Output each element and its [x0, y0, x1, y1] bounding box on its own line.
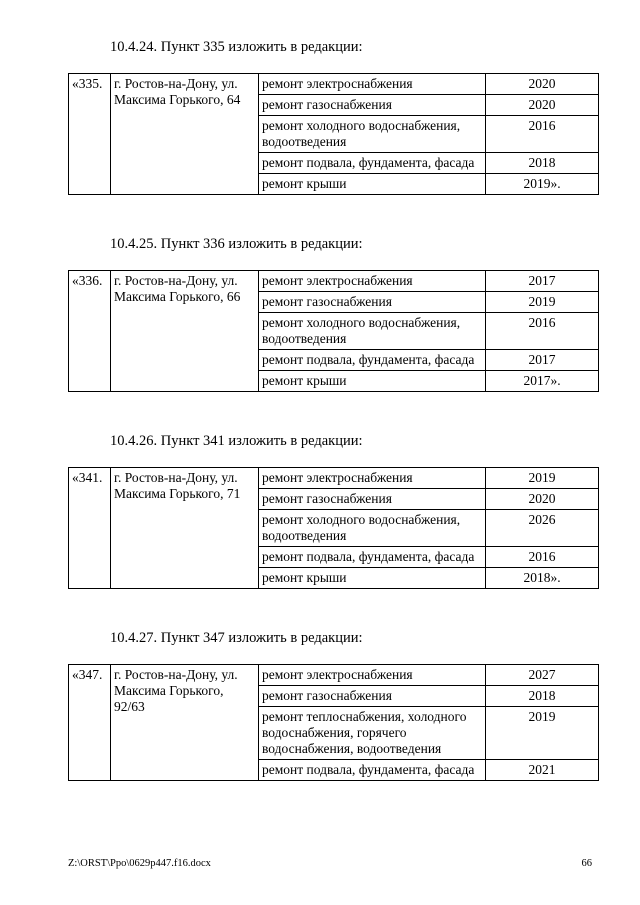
address-cell: г. Ростов-на-Дону, ул. Максима Горького, 64 [111, 74, 259, 195]
work-cell: ремонт подвала, фундамента, фасада [259, 153, 486, 174]
work-cell: ремонт подвала, фундамента, фасада [259, 350, 486, 371]
year-cell: 2018 [486, 153, 599, 174]
year-cell: 2020 [486, 489, 599, 510]
item-number: «347. [69, 665, 111, 781]
address-cell: г. Ростов-на-Дону, ул. Максима Горького, 66 [111, 271, 259, 392]
address-cell: г. Ростов-на-Дону, ул. Максима Горького, 92/63 [111, 665, 259, 781]
section-heading: 10.4.26. Пункт 341 изложить в редакции: [110, 433, 363, 449]
work-cell: ремонт газоснабжения [259, 686, 486, 707]
work-cell: ремонт холодного водоснабжения, водоотведения [259, 116, 486, 153]
work-cell: ремонт электроснабжения [259, 665, 486, 686]
work-cell: ремонт крыши [259, 174, 486, 195]
year-cell: 2019 [486, 292, 599, 313]
work-cell: ремонт подвала, фундамента, фасада [259, 760, 486, 781]
year-cell: 2019 [486, 468, 599, 489]
work-cell: ремонт газоснабжения [259, 292, 486, 313]
footer-file-path: Z:\ORST\Ppo\0629p447.f16.docx [68, 858, 211, 869]
year-cell: 2020 [486, 95, 599, 116]
year-cell: 2016 [486, 313, 599, 350]
table-row [69, 468, 599, 489]
work-cell: ремонт электроснабжения [259, 468, 486, 489]
year-cell: 2016 [486, 547, 599, 568]
table-row [69, 271, 599, 292]
item-number: «336. [69, 271, 111, 392]
year-cell: 2017». [486, 371, 599, 392]
page-number: 66 [581, 858, 592, 869]
section-heading: 10.4.25. Пункт 336 изложить в редакции: [110, 236, 363, 252]
year-cell: 2017 [486, 350, 599, 371]
year-cell: 2019 [486, 707, 599, 760]
year-cell: 2026 [486, 510, 599, 547]
year-cell: 2021 [486, 760, 599, 781]
work-cell: ремонт теплоснабжения, холодного водоснабжения, горячего водоснабжения, водоотведения [259, 707, 486, 760]
work-cell: ремонт электроснабжения [259, 74, 486, 95]
table-row [69, 74, 599, 95]
section-heading: 10.4.24. Пункт 335 изложить в редакции: [110, 39, 363, 55]
year-cell: 2016 [486, 116, 599, 153]
year-cell: 2018 [486, 686, 599, 707]
item-number: «335. [69, 74, 111, 195]
item-number: «341. [69, 468, 111, 589]
amendment-table [68, 270, 599, 392]
work-cell: ремонт газоснабжения [259, 489, 486, 510]
work-cell: ремонт холодного водоснабжения, водоотведения [259, 313, 486, 350]
work-cell: ремонт крыши [259, 371, 486, 392]
work-cell: ремонт крыши [259, 568, 486, 589]
work-cell: ремонт холодного водоснабжения, водоотведения [259, 510, 486, 547]
year-cell: 2020 [486, 74, 599, 95]
address-cell: г. Ростов-на-Дону, ул. Максима Горького, 71 [111, 468, 259, 589]
year-cell: 2018». [486, 568, 599, 589]
year-cell: 2017 [486, 271, 599, 292]
section-heading: 10.4.27. Пункт 347 изложить в редакции: [110, 630, 363, 646]
amendment-table [68, 664, 599, 781]
work-cell: ремонт электроснабжения [259, 271, 486, 292]
year-cell: 2019». [486, 174, 599, 195]
work-cell: ремонт подвала, фундамента, фасада [259, 547, 486, 568]
table-row [69, 665, 599, 686]
work-cell: ремонт газоснабжения [259, 95, 486, 116]
amendment-table [68, 467, 599, 589]
amendment-table [68, 73, 599, 195]
year-cell: 2027 [486, 665, 599, 686]
